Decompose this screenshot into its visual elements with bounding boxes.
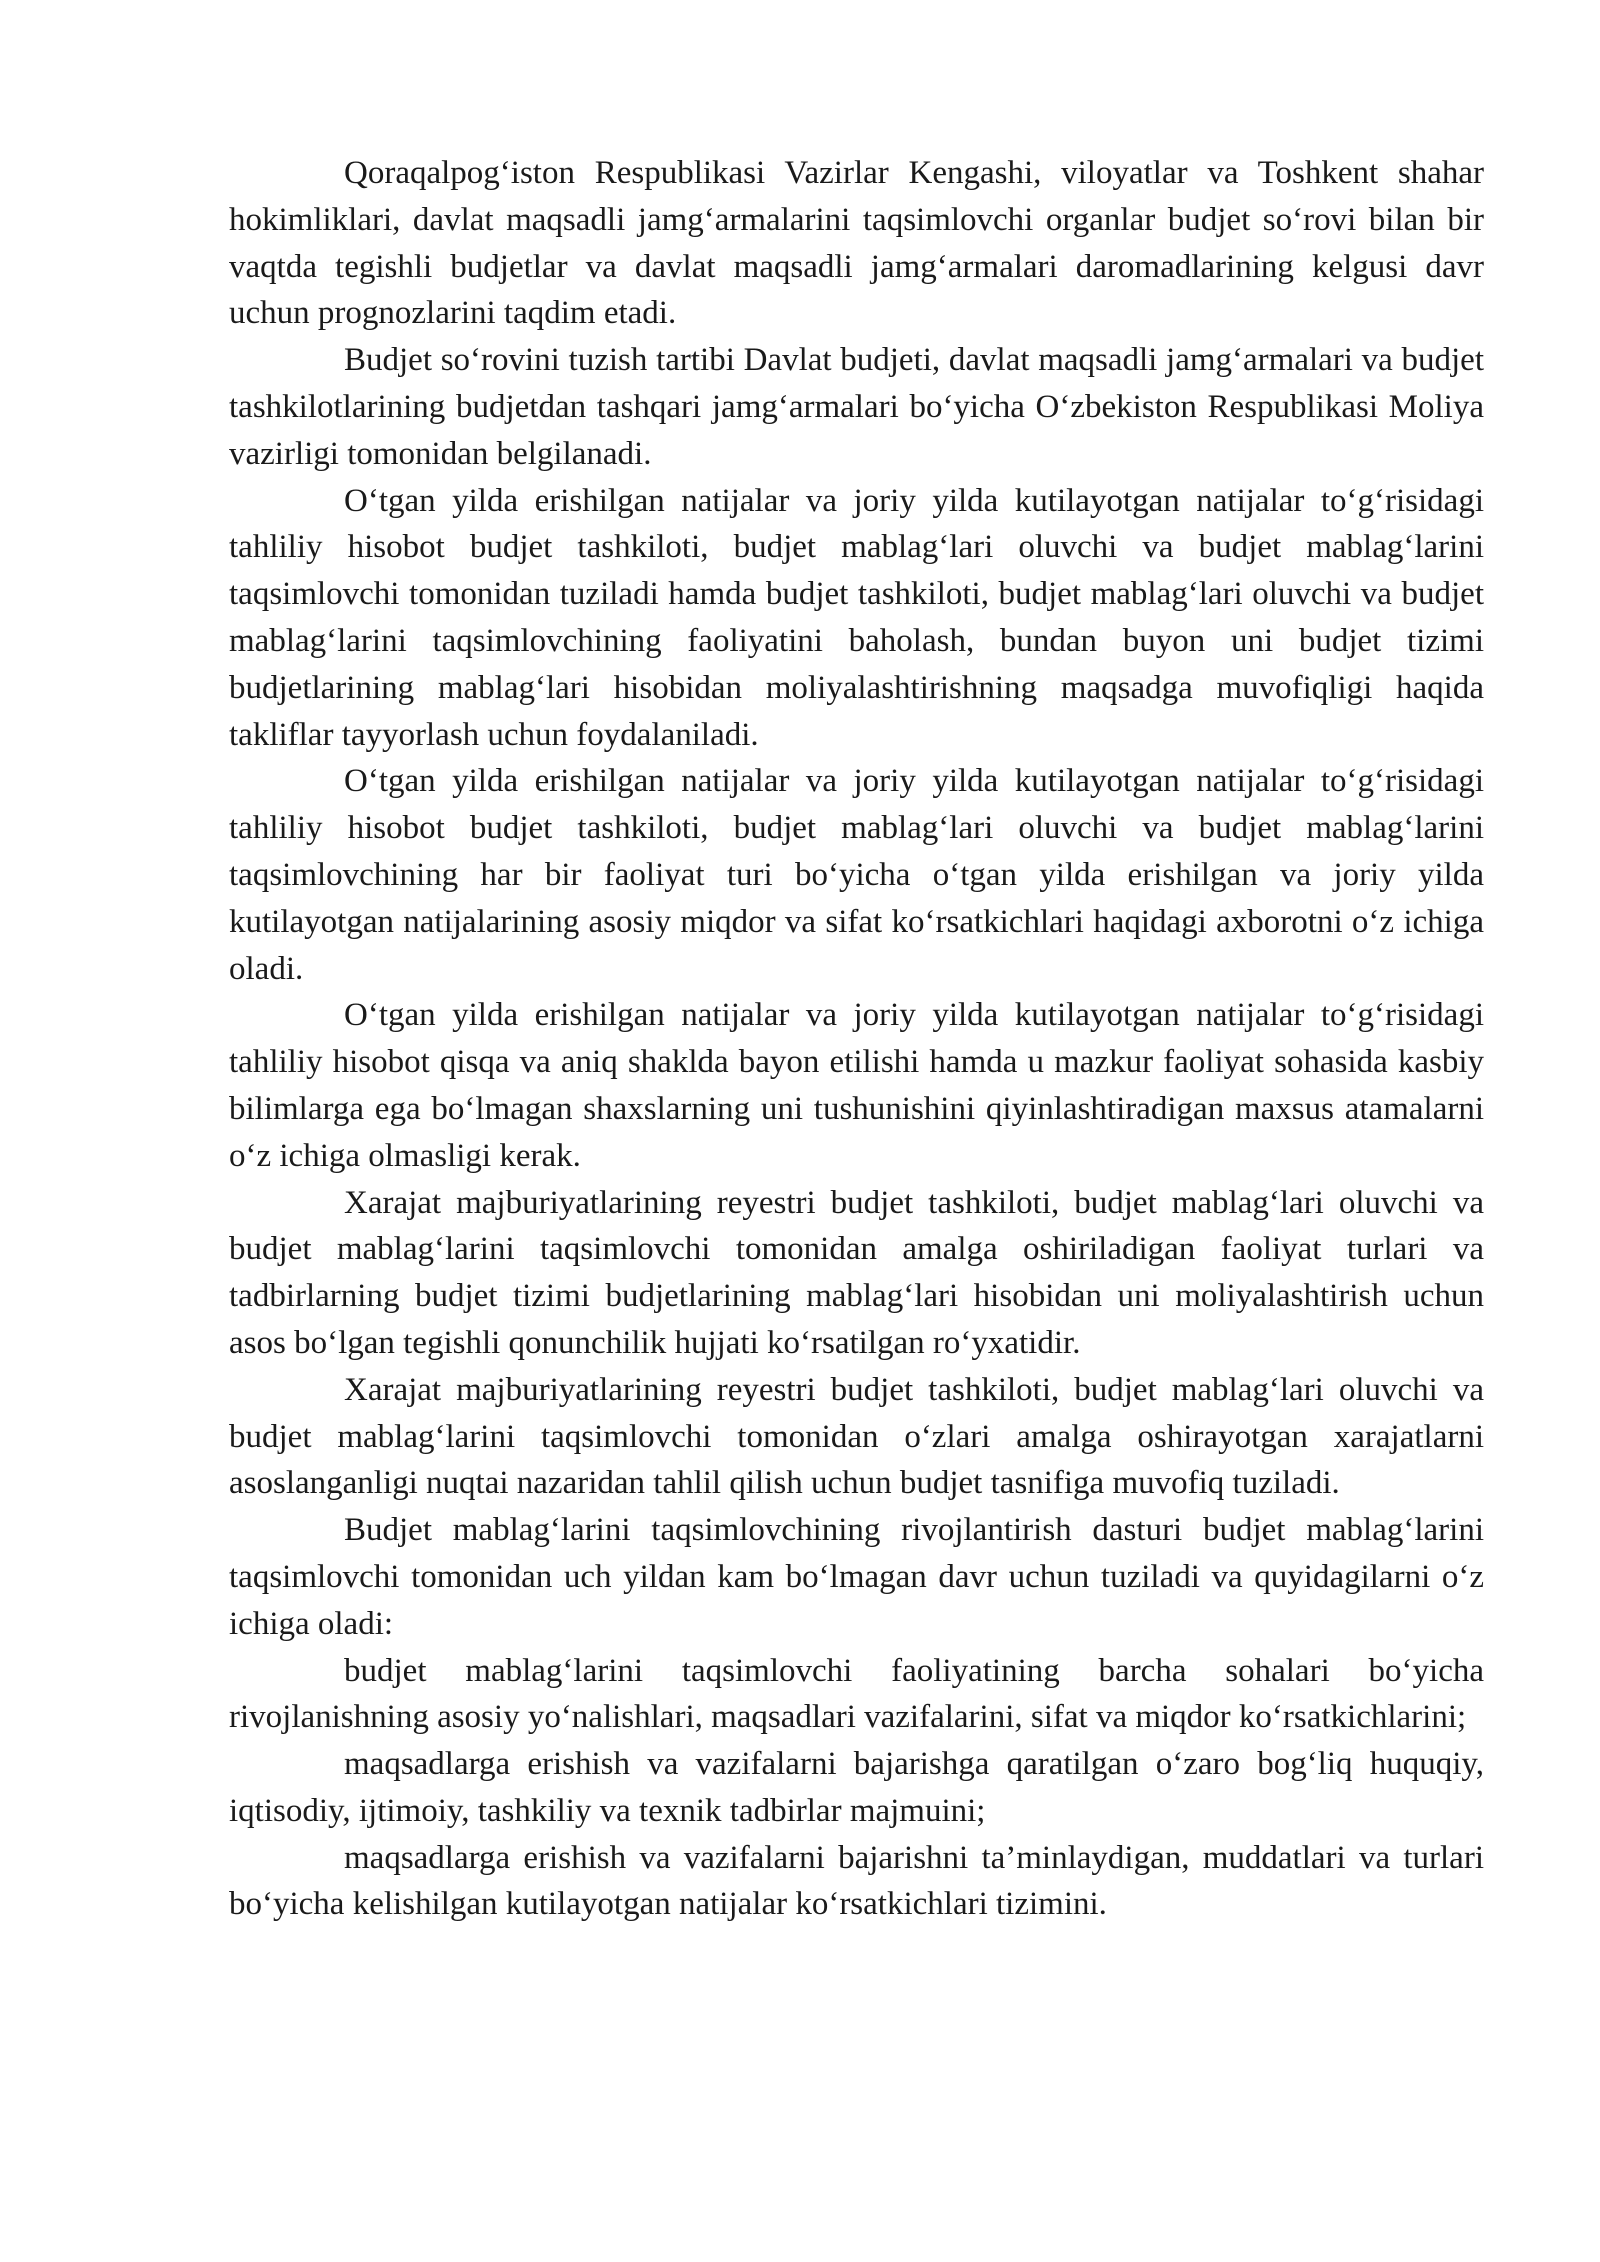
paragraph: Xarajat majburiyatlarining reyestri budjet tashkiloti, budjet mablag‘lari oluvchi va budjet mablag‘larini taqsimlovchi tomonidan amalga oshiriladigan faoliyat turlari va tadbirlarning budjet tizimi budjetlarining mablag‘lari hisobidan uni moliyalashtirish uchun asos bo‘lgan tegishli qonunchilik hujjati ko‘rsatilgan ro‘yxatidir. xyxy=(229,1184,1484,1361)
paragraph: Budjet so‘rovini tuzish tartibi Davlat budjeti, davlat maqsadli jamg‘armalari va budjet tashkilotlarining budjetdan tashqari jamg‘armalari bo‘yicha O‘zbekiston Respublikasi Moliya vazirligi tomonidan belgilanadi. xyxy=(229,342,1484,472)
paragraph: O‘tgan yilda erishilgan natijalar va joriy yilda kutilayotgan natijalar to‘g‘risidagi tahliliy hisobot budjet tashkiloti, budjet mablag‘lari oluvchi va budjet mablag‘larini taqsimlovchining har bir faoliyat turi bo‘yicha o‘tgan yilda erishilgan va joriy yilda kutilayotgan natijalarining asosiy miqdor va sifat ko‘rsatkichlari haqidagi axborotni o‘z ichiga oladi. xyxy=(229,763,1484,987)
list-item: maqsadlarga erishish va vazifalarni bajarishni ta’minlaydigan, muddatlari va turlari bo‘yicha kelishilgan kutilayotgan natijalar ko‘rsatkichlari tizimini. xyxy=(229,1839,1484,1923)
paragraph: O‘tgan yilda erishilgan natijalar va joriy yilda kutilayotgan natijalar to‘g‘risidagi tahliliy hisobot qisqa va aniq shaklda bayon etilishi hamda u mazkur faoliyat sohasida kasbiy bilimlarga ega bo‘lmagan shaxslarning uni tushunishini qiyinlashtiradigan maxsus atamalarni o‘z ichiga olmasligi kerak. xyxy=(229,997,1484,1174)
paragraph: Xarajat majburiyatlarining reyestri budjet tashkiloti, budjet mablag‘lari oluvchi va budjet mablag‘larini taqsimlovchi tomonidan o‘zlari amalga oshirayotgan xarajatlarni asoslanganligi nuqtai nazaridan tahlil qilish uchun budjet tasnifiga muvofiq tuziladi. xyxy=(229,1371,1484,1502)
list-item: maqsadlarga erishish va vazifalarni bajarishga qaratilgan o‘zaro bog‘liq huquqiy, iqtisodiy, ijtimoiy, tashkiliy va texnik tadbirlar majmuini; xyxy=(229,1746,1484,1829)
paragraph: Budjet mablag‘larini taqsimlovchining rivojlantirish dasturi budjet mablag‘larini taqsimlovchi tomonidan uch yildan kam bo‘lmagan davr uchun tuziladi va quyidagilarni o‘z ichiga oladi: xyxy=(229,1512,1484,1642)
paragraph: Qoraqalpog‘iston Respublikasi Vazirlar Kengashi, viloyatlar va Toshkent shahar hokimliklari, davlat maqsadli jamg‘armalarini taqsimlovchi organlar budjet so‘rovi bilan bir vaqtda tegishli budjetlar va davlat maqsadli jamg‘armalari daromadlarining kelgusi davr uchun prognozlarini taqdim etadi. xyxy=(229,155,1484,332)
document-body xyxy=(229,150,1484,1928)
list-item: budjet mablag‘larini taqsimlovchi faoliyatining barcha sohalari bo‘yicha rivojlanishning asosiy yo‘nalishlari, maqsadlari vazifalarini, sifat va miqdor ko‘rsatkichlarini; xyxy=(229,1652,1484,1736)
paragraph: O‘tgan yilda erishilgan natijalar va joriy yilda kutilayotgan natijalar to‘g‘risidagi tahliliy hisobot budjet tashkiloti, budjet mablag‘lari oluvchi va budjet mablag‘larini taqsimlovchi tomonidan tuziladi hamda budjet tashkiloti, budjet mablag‘lari oluvchi va budjet mablag‘larini taqsimlovchining faoliyatini baholash, bundan buyon uni budjet tizimi budjetlarining mablag‘lari hisobidan moliyalashtirishning maqsadga muvofiqligi haqida takliflar tayyorlash uchun foydalaniladi. xyxy=(229,482,1484,753)
